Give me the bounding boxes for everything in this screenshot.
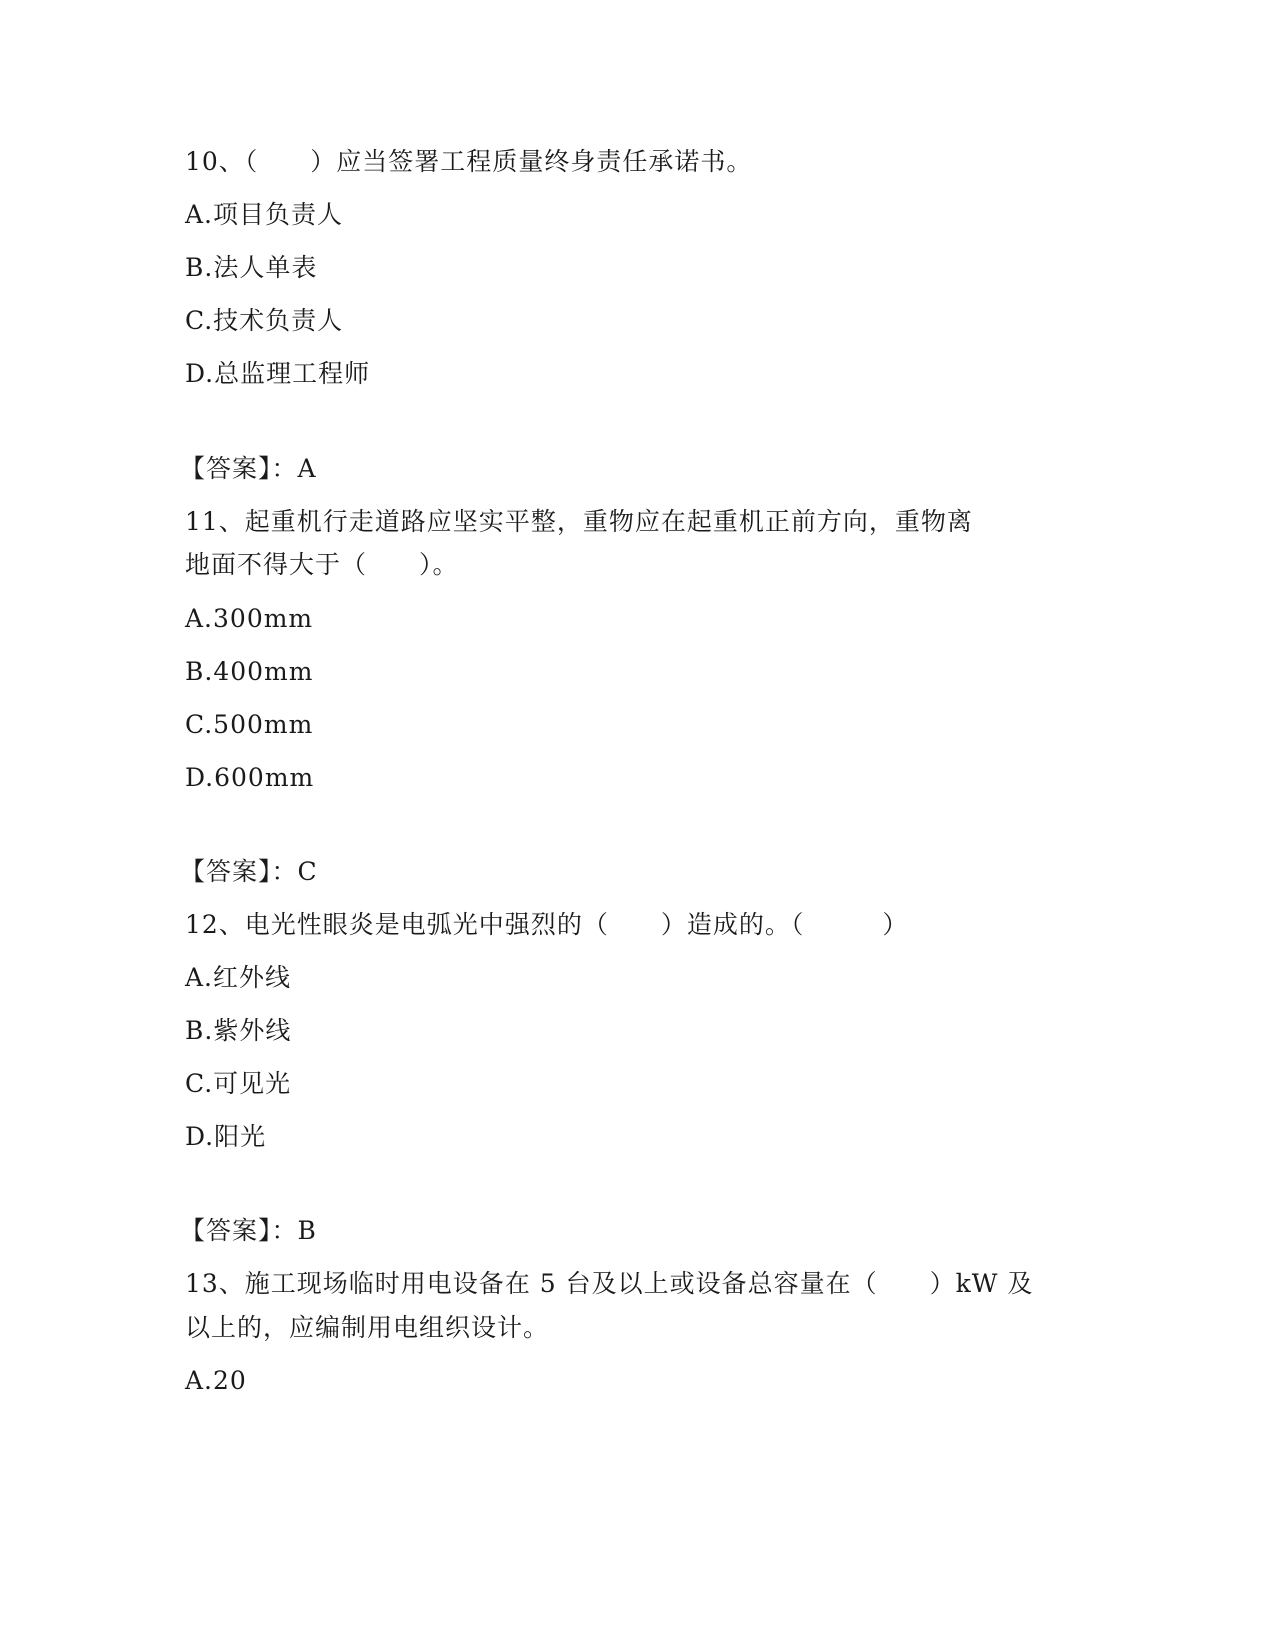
question-11-stem-line-2: 地面不得大于（ ）。 — [185, 550, 459, 579]
question-12-option-b: B.紫外线 — [185, 1016, 292, 1045]
question-12-option-a: A.红外线 — [185, 963, 292, 992]
question-11-option-d: D.600mm — [185, 763, 315, 792]
question-10-option-a: A.项目负责人 — [185, 200, 344, 229]
question-10-option-c: C.技术负责人 — [185, 306, 344, 335]
question-13-option-a: A.20 — [185, 1366, 247, 1395]
question-11-stem-line-1: 11、起重机行走道路应坚实平整，重物应在起重机正前方向，重物离 — [185, 507, 973, 536]
question-11-option-c: C.500mm — [185, 710, 314, 739]
question-12-answer: 【答案】：B — [180, 1216, 317, 1245]
question-10-answer: 【答案】：A — [180, 454, 317, 483]
question-10-option-d: D.总监理工程师 — [185, 359, 371, 388]
question-10-option-b: B.法人单表 — [185, 253, 318, 282]
question-10-stem: 10、（ ）应当签署工程质量终身责任承诺书。 — [185, 147, 753, 176]
question-13-stem-line-1: 13、施工现场临时用电设备在 5 台及以上或设备总容量在（ ）kW 及 — [185, 1269, 1034, 1298]
question-12-option-d: D.阳光 — [185, 1122, 267, 1151]
question-12-stem: 12、电光性眼炎是电弧光中强烈的（ ）造成的。（ ） — [185, 910, 909, 939]
question-13-stem-line-2: 以上的，应编制用电组织设计。 — [185, 1313, 550, 1342]
question-11-option-a: A.300mm — [185, 604, 314, 633]
question-11-option-b: B.400mm — [185, 657, 314, 686]
question-12-option-c: C.可见光 — [185, 1069, 292, 1098]
question-11-answer: 【答案】：C — [180, 857, 318, 886]
